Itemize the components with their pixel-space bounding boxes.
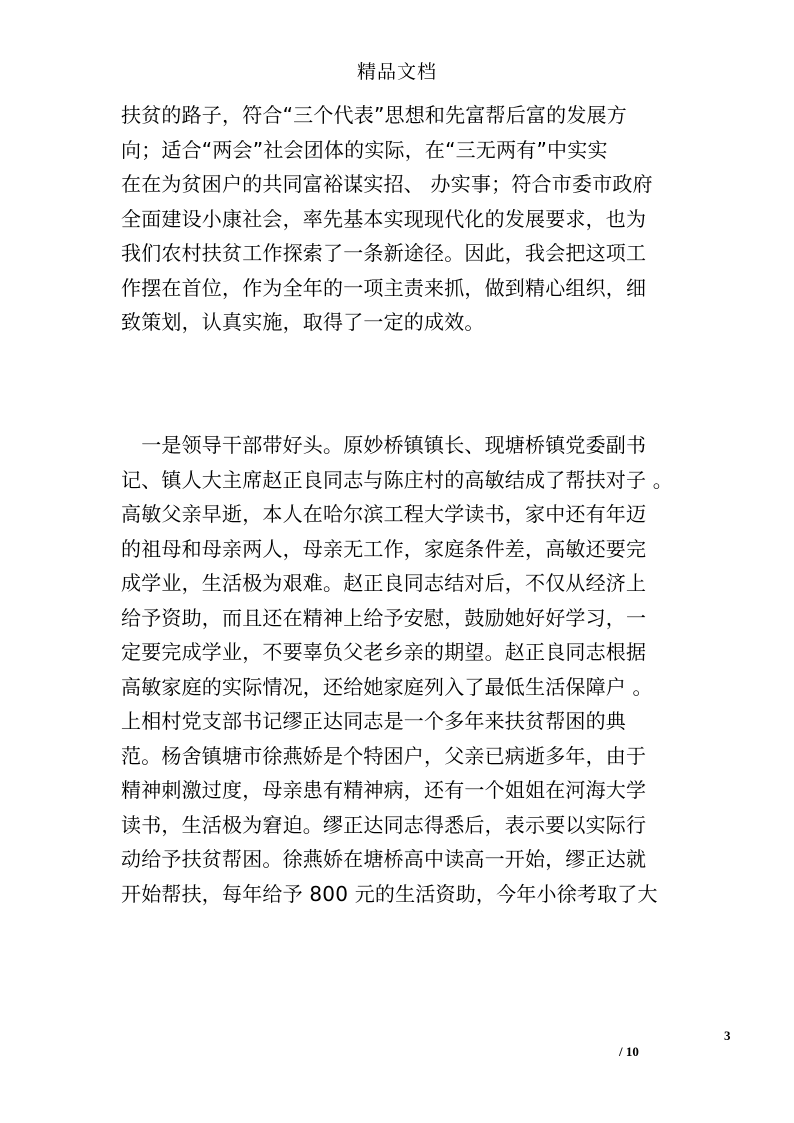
- paragraph-1: [121, 98, 681, 340]
- text-line: 动给予扶贫帮困。徐燕娇在塘桥高中读高一开始，缪正达就: [121, 847, 647, 871]
- text-line: 记、镇人大主席赵正良同志与陈庄村的高敏结成了帮扶对子 。: [121, 467, 673, 492]
- text-line: 作摆在首位，作为全年的一项主责来抓，做到精心组织，细: [121, 275, 647, 300]
- text-line: 高敏家庭的实际情况，还给她家庭列入了最低生活保障户 。: [121, 674, 653, 699]
- page-total: / 10: [619, 1044, 639, 1059]
- page-number: 3: [724, 1028, 731, 1043]
- text-line: 的祖母和母亲两人，母亲无工作，家庭条件差，高敏还要完: [121, 536, 647, 561]
- text-line: 范。杨舍镇塘市徐燕娇是个特困户，父亲已病逝多年，由于: [121, 743, 647, 768]
- text-line: 高敏父亲早逝，本人在哈尔滨工程大学读书，家中还有年迈: [121, 502, 647, 526]
- text-line: 给予资助，而且还在精神上给予安慰，鼓励她好好学习，一: [121, 605, 647, 630]
- text-line: 成学业，生活极为艰难。赵正良同志结对后，不仅从经济上: [121, 571, 647, 595]
- text-line: 定要完成学业，不要辜负父老乡亲的期望。赵正良同志根据: [121, 640, 647, 664]
- text-line: 扶贫的路子，符合“三个代表”思想和先富帮后富的发展方: [121, 103, 627, 127]
- text-line: 精神刺激过度，母亲患有精神病，还有一个姐姐在河海大学: [121, 778, 647, 802]
- paragraph-2: [121, 428, 681, 911]
- text-line: 向；适合“两会”社会团体的实际，在“三无两有”中实实: [121, 137, 608, 162]
- text-line: 一是领导干部带好头。原妙桥镇镇长、现塘桥镇党委副书: [121, 433, 647, 457]
- text-line: 读书，生活极为窘迫。缪正达同志得悉后，表示要以实际行: [121, 812, 647, 837]
- text-line: 全面建设小康社会，率先基本实现现代化的发展要求，也为: [121, 206, 647, 231]
- text-line: 致策划，认真实施，取得了一定的成效。: [121, 310, 485, 334]
- text-line: 开始帮扶，每年给予 800 元的生活资助，今年小徐考取了大: [121, 881, 658, 906]
- text-line: 在在为贫困户的共同富裕谋实招、 办实事；符合市委市政府: [121, 172, 653, 196]
- text-line: 上相村党支部书记缪正达同志是一个多年来扶贫帮困的典: [121, 709, 626, 733]
- document-header-title: 精品文档: [356, 61, 437, 83]
- text-line: 我们农村扶贫工作探索了一条新途径。因此，我会把这项工: [121, 241, 647, 265]
